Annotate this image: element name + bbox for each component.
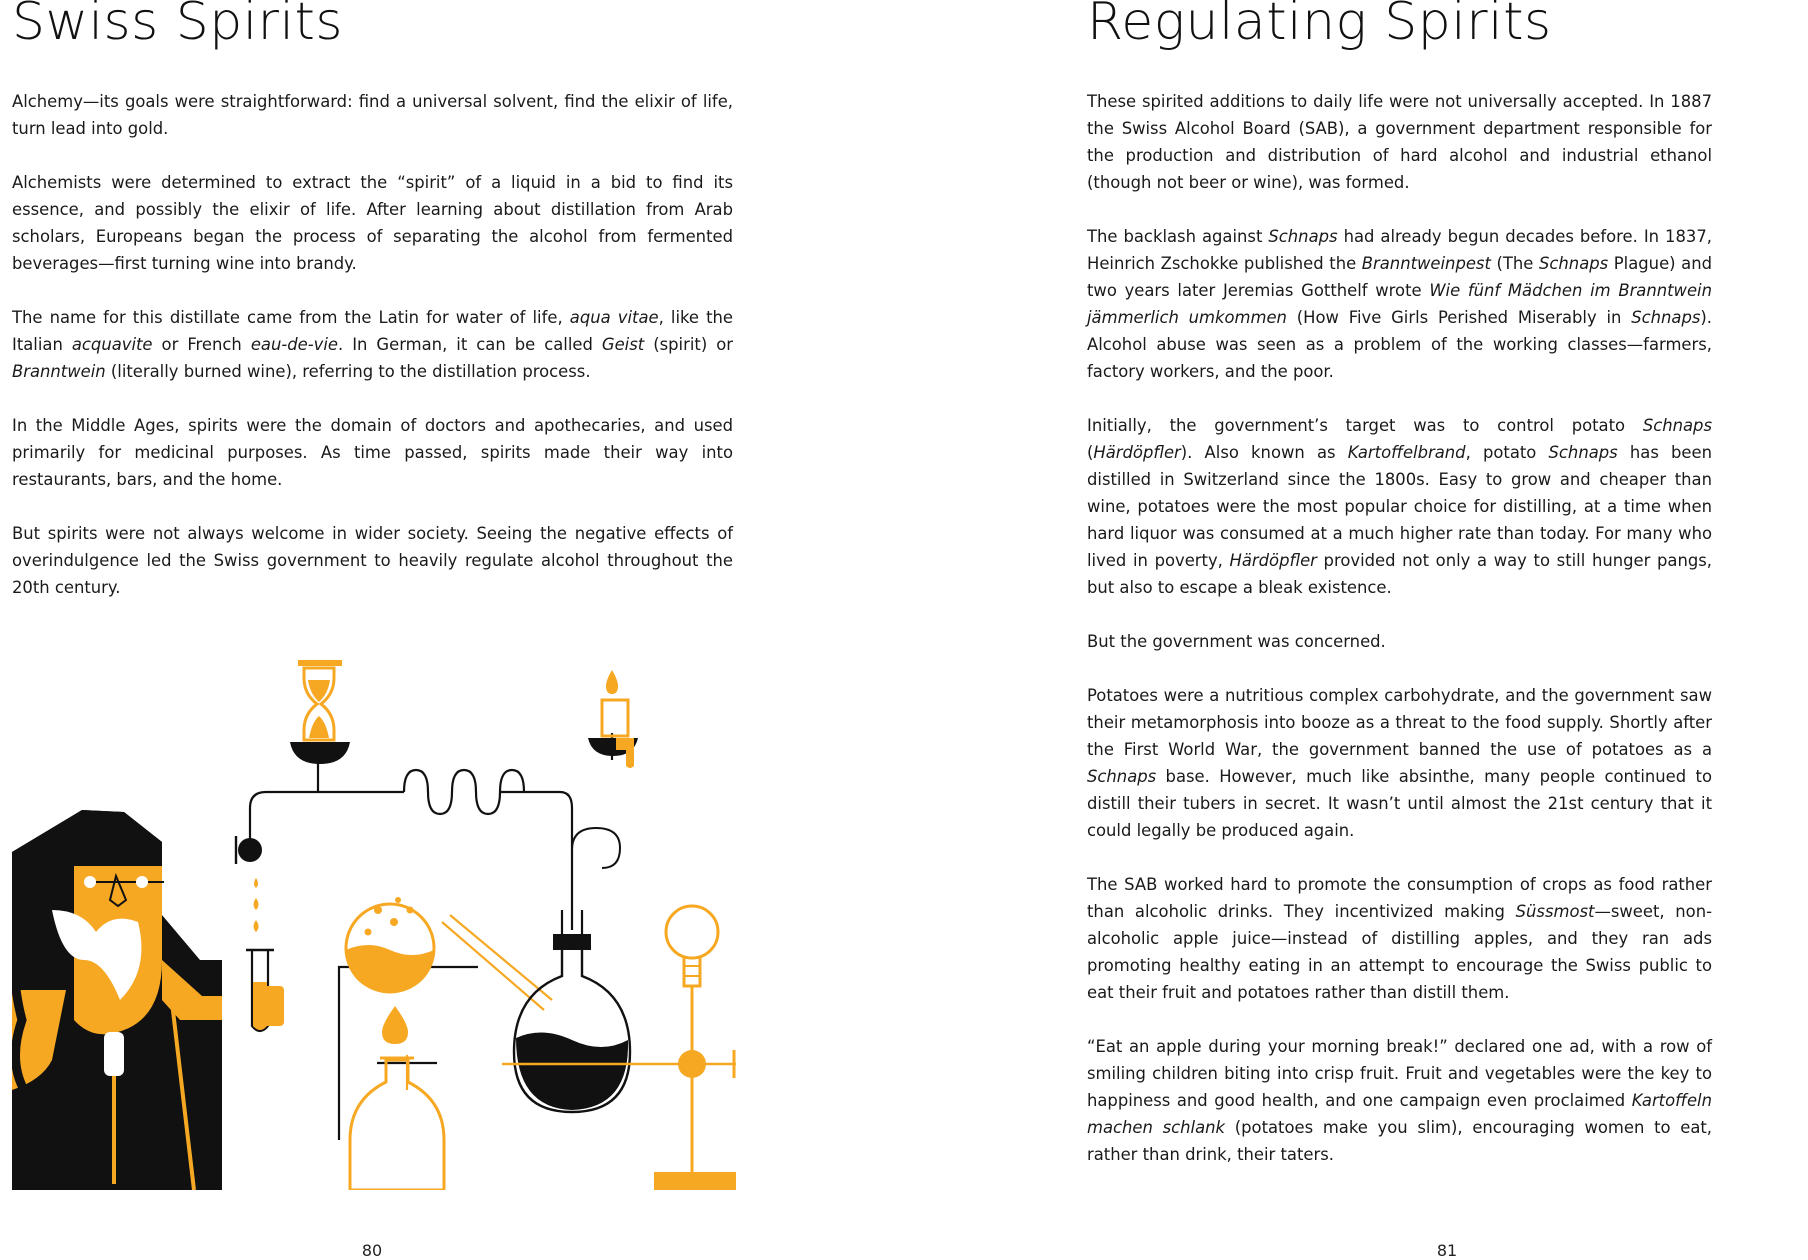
right-paragraph-7: “Eat an apple during your morning break!” declared one ad, with a row of smiling children biting into crisp fruit. Fruit and vegetables were the key to happiness and good health, and one campaign even proclaimed Kartoffeln machen schlank (potatoes make you slim), encouraging women to eat, rather than drink, their taters. [1087,1037,1713,1164]
italic-term: Schnaps [1268,227,1338,246]
left-paragraph-3: The name for this distillate came from the Latin for water of life, aqua vitae, like the Italian acquavite or French eau-de-vie. In German, it can be called Geist (spirit) or Branntwein (literally burned wine), referring to the distillation process. [12,308,733,381]
italic-term: Schnaps [1087,767,1157,786]
round-flask-icon [502,910,736,1112]
italic-term: Branntwein [12,362,106,381]
left-paragraph-5: But spirits were not always welcome in wider society. Seeing the negative effects of overindulgence led the Swiss government to heavily regulate alcohol throughout the 20th century. [12,524,733,597]
italic-term: Schnaps [1642,416,1712,435]
italic-term: acquavite [71,335,153,354]
candle-icon [588,670,638,768]
left-page-body [12,88,733,628]
italic-term: Schnaps [1631,308,1701,327]
left-paragraph-2: Alchemists were determined to extract the “spirit” of a liquid in a bid to find its essence, and possibly the elixir of life. After learning about distillation from Arab scholars, Europeans began the process of separating the alcohol from fermented beverages—first turning wine into brandy. [12,173,733,273]
italic-term: Wie fünf Mädchen im Branntwein jämmerlich umkommen [1087,281,1712,327]
italic-term: Geist [601,335,645,354]
italic-term: Schnaps [1548,443,1618,462]
italic-term: Kartoffeln machen schlank [1087,1091,1712,1137]
left-page-title: Swiss Spirits [12,0,343,52]
italic-term: aqua vitae [569,308,659,327]
right-page [904,0,1808,1260]
italic-term: eau-de-vie [250,335,338,354]
right-page-number: 81 [1436,1241,1458,1260]
italic-term: Schnaps [1539,254,1609,273]
left-page-number: 80 [361,1241,383,1260]
left-paragraph-4: In the Middle Ages, spirits were the domain of doctors and apothecaries, and used primarily for medicinal purposes. As time passed, spirits made their way into restaurants, bars, and the home. [12,416,733,489]
italic-term: Branntweinpest [1361,254,1491,273]
retort-icon [346,897,434,992]
wizard-figure [12,810,222,1190]
italic-term: Härdöpfler [1229,551,1317,570]
burner-icon [350,1006,444,1190]
alchemist-illustration [12,660,736,1190]
right-paragraph-4: But the government was concerned. [1087,632,1386,651]
italic-term: Kartoffelbrand [1347,443,1466,462]
hourglass-icon [290,660,350,764]
right-paragraph-3: Initially, the government’s target was to control potato Schnaps (Härdöpfler). Also known as Kartoffelbrand, potato Schnaps has been distilled in Switzerland since the 1800s. Easy to grow and cheaper than wine, potatoes were the most popular choice for distilling, at a time when hard liquor was consumed at a much higher rate than today. For many who lived in poverty, Härdöpfler provided not only a way to still hunger pangs, but also to escape a bleak existence. [1087,416,1712,597]
lightbulb-stand-icon [654,906,736,1190]
stopcock-icon [236,836,262,932]
left-paragraph-1: Alchemy—its goals were straightforward: find a universal solvent, find the elixir of life, turn lead into gold. [12,92,733,138]
right-paragraph-5: Potatoes were a nutritious complex carbohydrate, and the government saw their metamorphosis into booze as a threat to the food supply. Shortly after the First World War, the government banned the use of potatoes as a Schnaps base. However, much like absinthe, many people continued to distill their tubers in secret. It wasn’t until almost the 21st century that it could legally be produced again. [1087,686,1712,840]
italic-term: Härdöpfler [1093,443,1181,462]
italic-term: Süssmost [1515,902,1595,921]
right-paragraph-2: The backlash against Schnaps had already begun decades before. In 1837, Heinrich Zschokke published the Branntweinpest (The Schnaps Plague) and two years later Jeremias Gotthelf wrote Wie fünf Mädchen im Branntwein jämmerlich umkommen (How Five Girls Perished Miserably in Schnaps). Alcohol abuse was seen as a problem of the working classes—farmers, factory workers, and the poor. [1087,227,1712,381]
test-tube-icon [246,950,284,1031]
right-page-title: Regulating Spirits [1087,0,1552,52]
right-paragraph-1: These spirited additions to daily life were not universally accepted. In 1887 the Swiss Alcohol Board (SAB), a government department responsible for the production and distribution of hard alcohol and industrial ethanol (though not beer or wine), was formed. [1087,92,1712,192]
right-paragraph-6: The SAB worked hard to promote the consumption of crops as food rather than alcoholic drinks. They incentivized making Süssmost—sweet, non-alcoholic apple juice—instead of distilling apples, and they ran ads promoting healthy eating in an attempt to encourage the Swiss public to eat their fruit and potatoes rather than distill them. [1087,875,1712,1002]
right-page-body [1087,88,1712,1195]
